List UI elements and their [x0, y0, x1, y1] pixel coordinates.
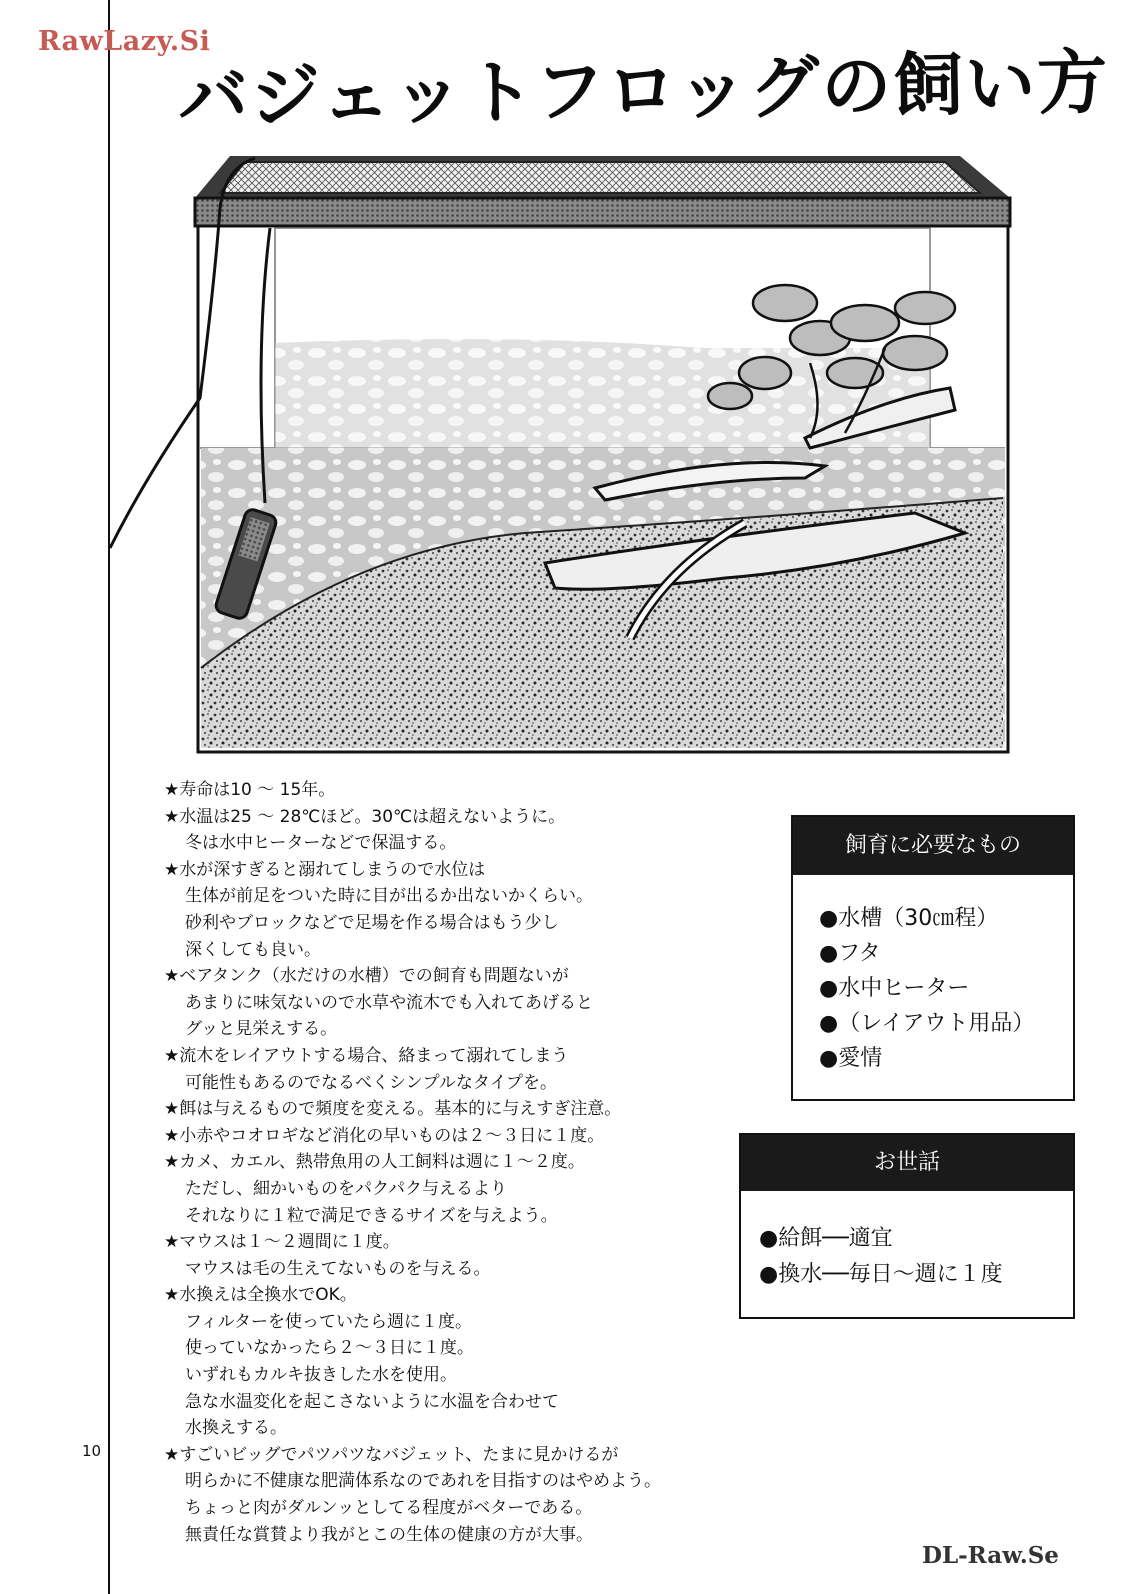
care-item: ●給餌──適宜: [759, 1226, 893, 1251]
note-line: ★流木をレイアウトする場合、絡まって溺れてしまう: [164, 1045, 569, 1066]
watermark-top: RawLazy.Si: [38, 26, 211, 57]
supplies-item: ●水中ヒーター: [819, 976, 970, 1001]
note-line: ★カメ、カエル、熱帯魚用の人工飼料は週に１～２度。: [164, 1152, 585, 1173]
supplies-box-header: 飼育に必要なもの: [793, 817, 1073, 875]
note-line: 深くしても良い。: [185, 939, 321, 960]
note-line: ★餌は与えるもので頻度を変える。基本的に与えすぎ注意。: [164, 1099, 622, 1120]
tank-lid: [195, 156, 1010, 226]
note-line: ただし、細かいものをパクパク与えるより: [185, 1178, 507, 1199]
note-line: フィルターを使っていたら週に１度。: [185, 1311, 472, 1332]
page-number: 10: [82, 1442, 102, 1460]
note-line: ★水が深すぎると溺れてしまうので水位は: [164, 859, 486, 880]
note-line: あまりに味気ないので水草や流木でも入れてあげると: [185, 992, 593, 1013]
page-title: バジェットフロッグの飼い方: [177, 41, 1110, 140]
supplies-item: ●水槽（30㎝程）: [819, 906, 999, 931]
note-line: いずれもカルキ抜きした水を使用。: [185, 1365, 457, 1386]
note-line: 可能性もあるのでなるべくシンプルなタイプを。: [185, 1072, 558, 1093]
note-line: 使っていなかったら２～３日に１度。: [185, 1338, 474, 1359]
note-line: ★水換えは全換水でOK。: [164, 1285, 357, 1306]
care-box: [739, 1133, 1075, 1319]
care-notes: [164, 777, 744, 1548]
note-line: 急な水温変化を起こさないように水温を合わせて: [185, 1391, 559, 1412]
note-line: 無責任な賞賛より我がとこの生体の健康の方が大事。: [185, 1524, 593, 1545]
note-line: 明らかに不健康な肥満体系なのであれを目指すのはやめよう。: [185, 1471, 661, 1492]
note-line: それなりに１粒で満足できるサイズを与えよう。: [185, 1205, 558, 1226]
supplies-item: ●フタ: [819, 941, 881, 966]
note-line: ★水温は25 ～ 28℃ほど。30℃は超えないように。: [164, 806, 566, 827]
note-line: ★寿命は10 ～ 15年。: [164, 780, 336, 800]
note-line: ★小赤やコオロギなど消化の早いものは２～３日に１度。: [164, 1125, 605, 1146]
note-line: 生体が前足をついた時に目が出るか出ないかくらい。: [185, 886, 593, 907]
note-line: ★マウスは１～２週間に１度。: [164, 1232, 400, 1253]
note-line: マウスは毛の生えてないものを与える。: [185, 1258, 491, 1279]
supplies-item: ●（レイアウト用品）: [819, 1011, 1035, 1036]
aquarium-illustration: [105, 148, 1025, 768]
note-line: ★ベアタンク（水だけの水槽）での飼育も問題ないが: [164, 966, 569, 987]
note-line: 冬は水中ヒーターなどで保温する。: [185, 833, 457, 854]
supplies-item: ●愛情: [819, 1046, 883, 1071]
supplies-box: [791, 815, 1075, 1101]
note-line: ちょっと肉がダルンッとしてる程度がベターである。: [185, 1498, 593, 1519]
note-line: ★すごいビッグでパツパツなバジェット、たまに見かけるが: [164, 1444, 619, 1465]
note-line: グッと見栄えする。: [185, 1019, 338, 1040]
care-box-header: お世話: [741, 1135, 1073, 1191]
note-line: 水換えする。: [185, 1418, 287, 1439]
care-item: ●換水──毎日～週に１度: [759, 1262, 1003, 1287]
watermark-bottom: DL-Raw.Se: [922, 1542, 1059, 1569]
note-line: 砂利やブロックなどで足場を作る場合はもう少し: [185, 912, 559, 933]
